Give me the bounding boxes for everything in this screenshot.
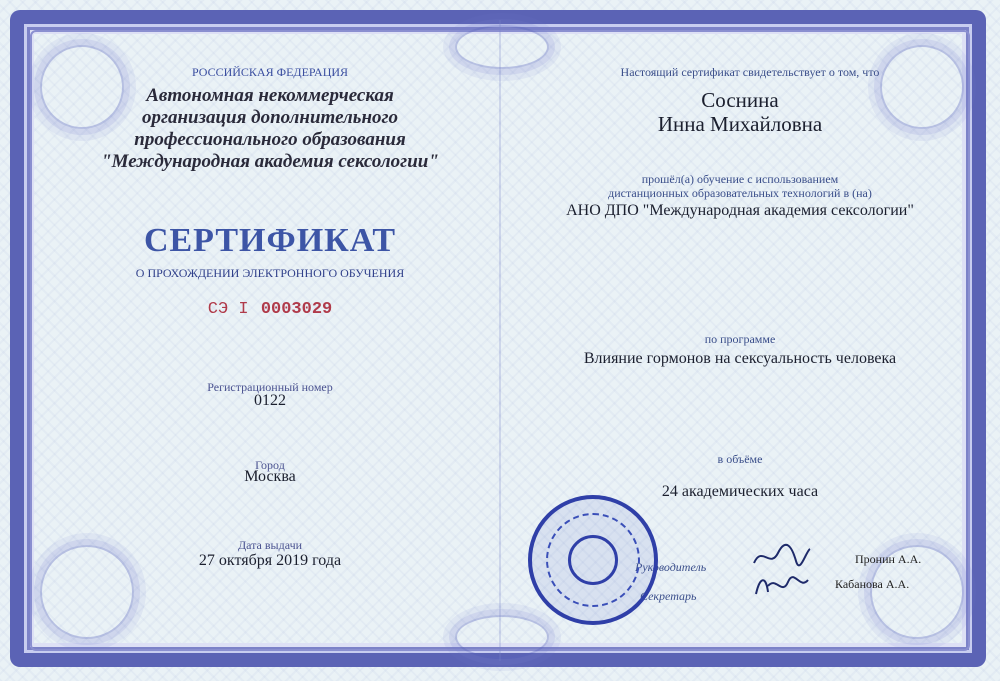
city-label: Город xyxy=(255,458,285,472)
certificate-intro: Настоящий сертификат свидетельствует о том, что xyxy=(620,65,880,79)
volume-label: в объёме xyxy=(717,452,763,466)
org-name-line-1: Автономная некоммерческая xyxy=(146,85,394,106)
program-label: по программе xyxy=(704,332,776,346)
city-value: Москва xyxy=(244,468,296,485)
secretary-role-label: Секретарь xyxy=(640,589,697,603)
issue-date-label: Дата выдачи xyxy=(237,538,303,552)
volume-value: 24 академических часа xyxy=(661,483,819,500)
serial-number xyxy=(170,298,370,319)
guilloche-rosette-bottom-left xyxy=(40,545,134,639)
head-name: Пронин А.А. xyxy=(855,552,922,566)
org-name-line-2: организация дополнительного xyxy=(141,107,399,128)
recipient-given-names: Инна Михайловна xyxy=(657,112,823,136)
completion-line-1: прошёл(а) обучение с использованием xyxy=(641,172,839,186)
secretary-signature xyxy=(752,572,812,600)
org-name-line-3: профессионального образования xyxy=(134,129,406,150)
org-name-line-4: "Международная академия сексологии" xyxy=(101,151,439,172)
program-value: Влияние гормонов на сексуальность человека xyxy=(583,350,897,367)
secretary-name: Кабанова А.А. xyxy=(835,577,910,591)
institution-name: АНО ДПО "Международная академия сексологии" xyxy=(566,202,914,219)
guilloche-rosette-top-right xyxy=(880,45,964,129)
completion-line-2: дистанционных образовательных технологий в (на) xyxy=(608,186,872,200)
recipient-surname: Соснина xyxy=(701,88,779,112)
official-seal xyxy=(528,495,658,625)
certificate-title: СЕРТИФИКАТ xyxy=(143,222,397,259)
guilloche-rosette-bottom-center xyxy=(455,615,549,659)
certificate-subtitle: О ПРОХОЖДЕНИИ ЭЛЕКТРОННОГО ОБУЧЕНИЯ xyxy=(135,266,405,280)
country-label: РОССИЙСКАЯ ФЕДЕРАЦИЯ xyxy=(191,65,349,79)
head-signature xyxy=(752,543,812,571)
center-fold xyxy=(499,20,501,661)
head-role-label: Руководитель xyxy=(635,560,707,574)
registration-label: Регистрационный номер xyxy=(207,380,333,394)
registration-value: 0122 xyxy=(254,392,286,409)
guilloche-rosette-top-center xyxy=(455,25,549,69)
issue-date-value: 27 октября 2019 года xyxy=(198,552,342,569)
serial-series: СЭ I xyxy=(207,300,249,319)
serial-digits: 0003029 xyxy=(260,300,333,319)
